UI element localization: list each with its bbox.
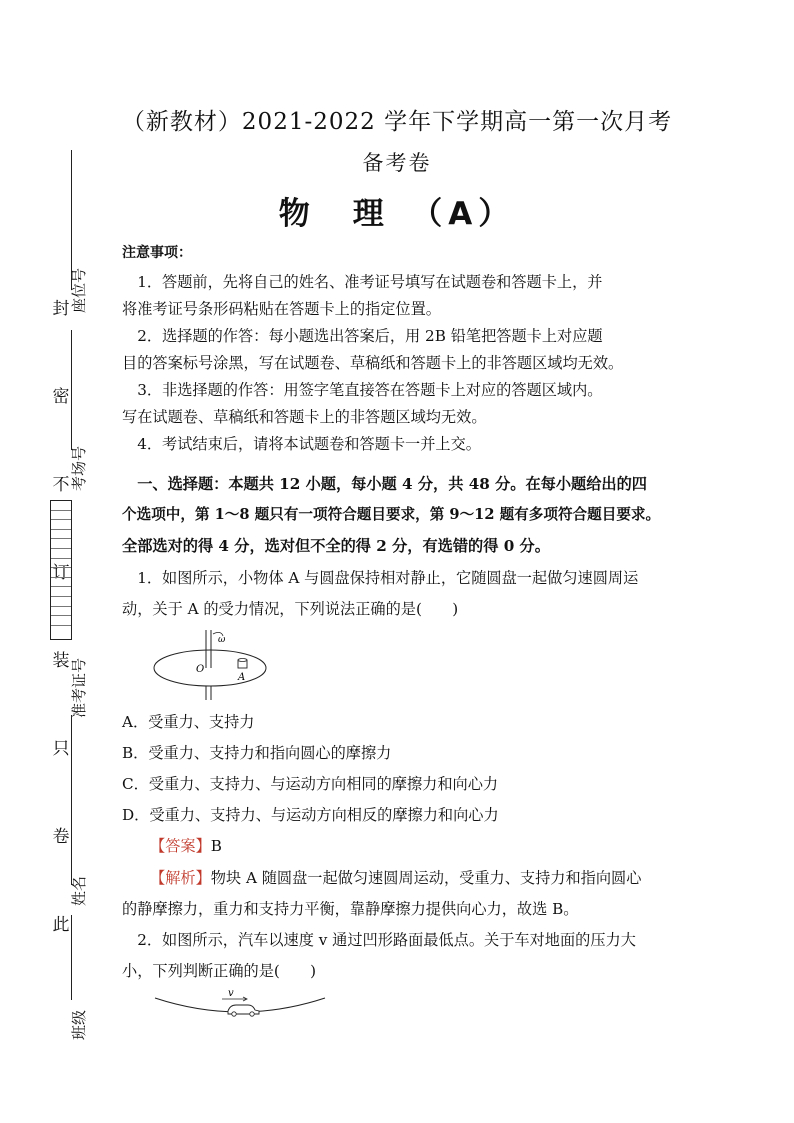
seat-number-label: 座位号 — [70, 268, 88, 314]
q2-velocity-label: v — [228, 988, 234, 999]
q1-center-label: O — [196, 664, 205, 675]
q1-stem-line-1: 1．如图所示，小物体 A 与圆盘保持相对静止，它随圆盘一起做匀速圆周运 — [122, 569, 639, 587]
analysis-text: 物块 A 随圆盘一起做匀速圆周运动，受重力、支持力和指向圆心 — [210, 869, 642, 887]
exam-title: （新教材）2021-2022 学年下学期高一第一次月考 — [121, 109, 673, 135]
q1-rotating-disk-figure — [150, 624, 270, 704]
q1-option-d: D．受重力、支持力、与运动方向相反的摩擦力和向心力 — [122, 806, 499, 824]
q1-option-b: B．受重力、支持力和指向圆心的摩擦力 — [122, 744, 392, 762]
analysis-tag: 【解析】 — [150, 869, 211, 887]
exam-id-grid[interactable] — [50, 500, 72, 640]
name-label: 姓名 — [70, 876, 88, 907]
exam-id-label: 准考证号 — [70, 658, 88, 719]
q1-block-label: A — [238, 672, 246, 683]
notice-line-3: 2．选择题的作答：每小题选出答案后，用 2B 铅笔把答题卡上对应题 — [122, 327, 603, 345]
notice-line-5: 3．非选择题的作答：用签字笔直接答在答题卡上对应的答题区域内。 — [122, 381, 603, 399]
seal-char-mi: 密 — [52, 387, 70, 407]
seal-char-zhi: 只 — [52, 739, 70, 759]
q2-concave-road-figure — [150, 986, 330, 1022]
q1-analysis-line-1 — [150, 868, 710, 888]
seal-char-juan: 卷 — [52, 827, 70, 847]
q1-option-a: A．受重力、支持力 — [122, 713, 255, 731]
class-label: 班级 — [70, 1010, 88, 1041]
notice-line-2: 将准考证号条形码粘贴在答题卡上的指定位置。 — [122, 300, 441, 318]
answer-tag: 【答案】 — [150, 837, 211, 855]
section1-line-1: 一、选择题：本题共 12 小题，每小题 4 分，共 48 分。在每小题给出的四 — [122, 475, 647, 493]
q2-stem-line-2: 小，下列判断正确的是( ) — [122, 962, 317, 980]
seal-char-ci: 此 — [52, 915, 70, 935]
notice-line-1: 1．答题前，先将自己的姓名、准考证号填写在试题卷和答题卡上，并 — [122, 273, 603, 291]
exam-subtitle: 备考卷 — [362, 151, 432, 175]
seal-char-zhuang: 装 — [52, 651, 70, 671]
q1-omega-label: ω — [218, 635, 226, 645]
q1-option-c: C．受重力、支持力、与运动方向相同的摩擦力和向心力 — [122, 775, 499, 793]
q1-stem-line-2: 动，关于 A 的受力情况，下列说法正确的是( ) — [122, 600, 459, 618]
subject-title: 物 理 （A） — [278, 196, 516, 232]
q1-analysis-line-2: 的静摩擦力，重力和支持力平衡，靠静摩擦力提供向心力，故选 B。 — [122, 900, 579, 918]
answer-value: B — [210, 837, 222, 855]
seal-char-bu: 不 — [52, 475, 70, 495]
section1-line-2: 个选项中，第 1～8 题只有一项符合题目要求，第 9～12 题有多项符合题目要求。 — [122, 506, 661, 523]
seal-char-feng: 封 — [52, 299, 70, 319]
notice-line-4: 目的答案标号涂黑，写在试题卷、草稿纸和答题卡上的非答题区域均无效。 — [122, 354, 624, 372]
notice-line-6: 写在试题卷、草稿纸和答题卡上的非答题区域均无效。 — [122, 408, 487, 426]
notice-heading: 注意事项： — [122, 245, 192, 261]
section1-line-3: 全部选对的得 4 分，选对但不全的得 2 分，有选错的得 0 分。 — [122, 537, 550, 555]
q2-stem-line-1: 2．如图所示，汽车以速度 v 通过凹形路面最低点。关于车对地面的压力大 — [122, 931, 636, 949]
q1-answer — [150, 836, 710, 856]
notice-line-7: 4．考试结束后，请将本试题卷和答题卡一并上交。 — [122, 435, 481, 453]
exam-room-label: 考场号 — [70, 446, 88, 492]
seal-char-ding: 订 — [52, 563, 70, 583]
